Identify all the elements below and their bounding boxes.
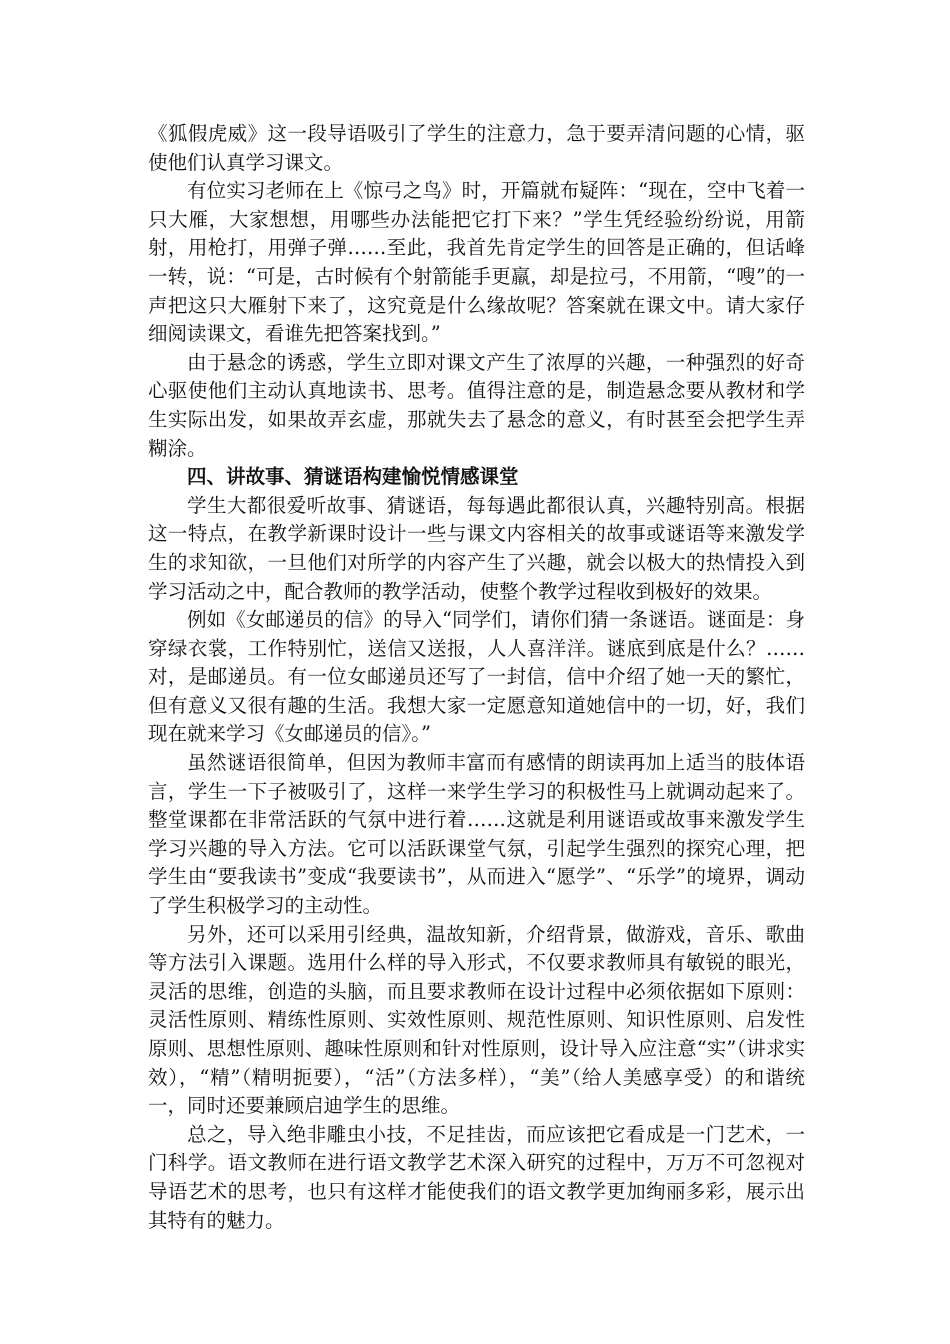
document-body	[148, 120, 805, 1235]
paragraph-hu-jia-hu-wei: 《狐假虎威》这一段导语吸引了学生的注意力，急于要弄清问题的心情，驱使他们认真学习课文。	[148, 122, 805, 174]
paragraph-other-methods: 另外，还可以采用引经典，温故知新，介绍背景，做游戏，音乐、歌曲等方法引入课题。选用什么样的导入形式，不仅要求教师具有敏锐的眼光，灵活的思维，创造的头脑，而且要求教师在设计过程中必须依据如下原则：灵活性原则、精练性原则、实效性原则、规范性原则、知识性原则、启发性原则、思想性原则、趣味性原则和针对性原则，设计导入应注意“实”（讲求实效），“精”（精明扼要），“活”（方法多样），“美”（给人美感享受）的和谐统一，同时还要兼顾启迪学生的思维。	[148, 922, 805, 1118]
paragraph-suspense-effect: 由于悬念的诱惑，学生立即对课文产生了浓厚的兴趣，一种强烈的好奇心驱使他们主动认真地读书、思考。值得注意的是，制造悬念要从教材和学生实际出发，如果故弄玄虚，那就失去了悬念的意义，有时甚至会把学生弄糊涂。	[148, 350, 805, 460]
paragraph-conclusion: 总之，导入绝非雕虫小技，不足挂齿，而应该把它看成是一门艺术，一门科学。语文教师在进行语文教学艺术深入研究的过程中，万万不可忽视对导语艺术的思考，也只有这样才能使我们的语文教学更加绚丽多彩，展示出其特有的魅力。	[148, 1122, 805, 1232]
section-heading-four: 四、讲故事、猜谜语构建愉悦情感课堂	[187, 465, 519, 489]
paragraph-postwoman-example: 例如《女邮递员的信》的导入“同学们，请你们猜一条谜语。谜面是：身穿绿衣裳，工作特别忙，送信又送报，人人喜洋洋。谜底到底是什么？……对，是邮递员。有一位女邮递员还写了一封信，信中介绍了她一天的繁忙，但有意义又很有趣的生活。我想大家一定愿意知道她信中的一切，好，我们现在就来学习《女邮递员的信》。”	[148, 608, 805, 746]
paragraph-jing-gong-zhi-niao: 有位实习老师在上《惊弓之鸟》时，开篇就布疑阵：“现在，空中飞着一只大雁，大家想想，用哪些办法能把它打下来？”学生凭经验纷纷说，用箭射，用枪打，用弹子弹……至此，我首先肯定学生的回答是正确的，但话峰一转，说：“可是，古时候有个射箭能手更羸，却是拉弓，不用箭，“嗖”的一声把这只大雁射下来了，这究竟是什么缘故呢？答案就在课文中。请大家仔细阅读课文，看谁先把答案找到。”	[148, 179, 805, 346]
paragraph-stories-riddles: 学生大都很爱听故事、猜谜语，每每遇此都很认真，兴趣特别高。根据这一特点，在教学新课时设计一些与课文内容相关的故事或谜语等来激发学生的求知欲，一旦他们对所学的内容产生了兴趣，就会以极大的热情投入到学习活动之中，配合教师的教学活动，使整个教学过程收到极好的效果。	[148, 493, 805, 603]
paragraph-riddle-analysis: 虽然谜语很简单，但因为教师丰富而有感情的朗读再加上适当的肢体语言，学生一下子被吸引了，这样一来学生学习的积极性马上就调动起来了。整堂课都在非常活跃的气氛中进行着……这就是利用谜语或故事来激发学生学习兴趣的导入方法。它可以活跃课堂气氛，引起学生强烈的探究心理，把学生由“要我读书”变成“我要读书”，从而进入“愿学”、“乐学”的境界，调动了学生积极学习的主动性。	[148, 751, 805, 918]
